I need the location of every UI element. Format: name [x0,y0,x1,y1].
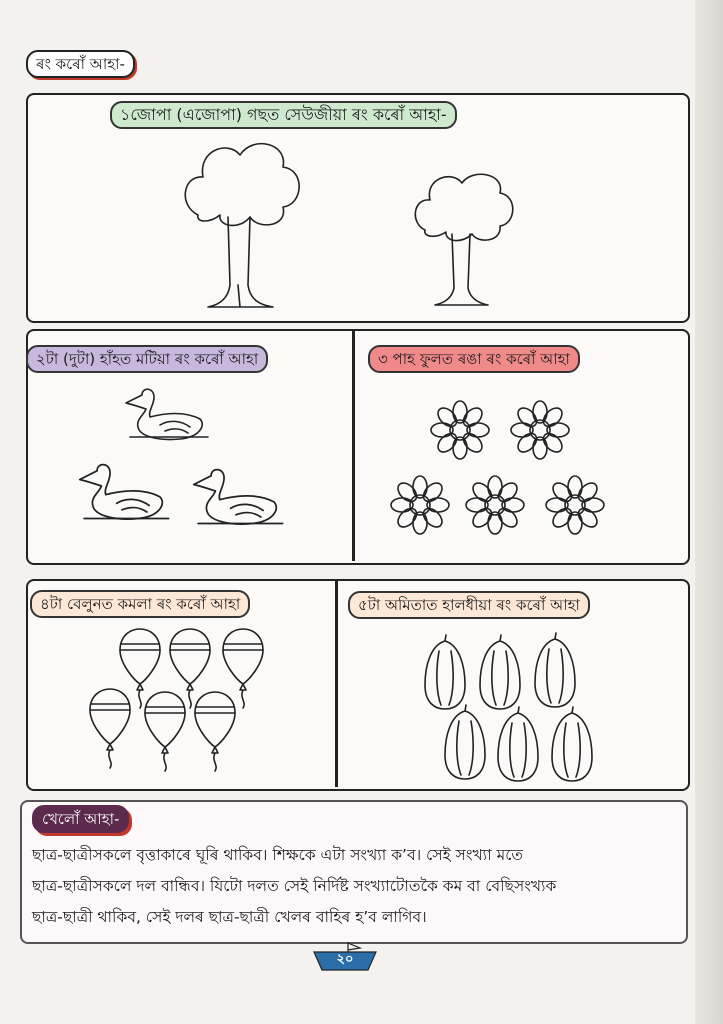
balloons-group [85,625,275,755]
balloon-illustration [223,629,263,708]
divider [335,579,338,787]
mango-illustration [535,633,575,707]
tree-instruction: ১জোপা (এজোপা) গছত সেউজীয়া ৰং কৰোঁ আহা- [110,101,457,129]
duck-illustration [72,460,172,525]
mango-illustration [498,707,538,781]
flower-illustration [431,401,489,459]
mangoes-group [420,635,600,780]
balloon-illustration [170,629,210,708]
flower-illustration [391,476,449,534]
game-text [32,840,682,933]
flower-illustration [511,401,569,459]
mango-illustration [552,707,592,781]
game-title: খেলোঁ আহা- [32,805,129,833]
flower-illustration [466,476,524,534]
page-number: ২০ [336,952,354,967]
page-edge [695,0,723,1024]
ducks-instruction: ২টা (দুটা) হাঁহত মটিয়া ৰং কৰোঁ আহা [26,345,268,373]
balloons-instruction: ৪টা বেলুনত কমলা ৰং কৰোঁ আহা [30,590,250,618]
duck-illustration [120,385,210,445]
mango-illustration [445,705,485,779]
game-text-line: ছাত্ৰ-ছাত্ৰীসকলে বৃত্তাকাৰে ঘূৰি থাকিব। শিক্ষকে এটা সংখ্যা ক’ব। সেই সংখ্যা মতে [32,846,524,864]
flower-illustration [546,476,604,534]
mango-illustration [480,635,520,709]
page-heading: ৰং কৰোঁ আহা- [26,50,135,78]
divider [352,329,355,561]
tree-illustration [410,168,520,313]
tree-illustration [178,135,308,315]
duck-illustration [186,465,286,530]
flowers-group [380,390,620,550]
flowers-instruction: ৩ পাহ ফুলত ৰঙা ৰং কৰোঁ আহা [368,345,580,373]
mango-illustration [425,635,465,709]
mangoes-instruction: ৫টা অমিতাত হালধীয়া ৰং কৰোঁ আহা [348,591,590,619]
game-text-line: ছাত্ৰ-ছাত্ৰী থাকিব, সেই দলৰ ছাত্ৰ-ছাত্ৰী খেলৰ বাহিৰ হ’ব লাগিব। [32,908,427,926]
game-text-line: ছাত্ৰ-ছাত্ৰীসকলে দল বান্ধিব। যিটো দলত সেই নিৰ্দিষ্ট সংখ্যাটোতকৈ কম বা বেছিসংখ্যক [32,877,557,895]
